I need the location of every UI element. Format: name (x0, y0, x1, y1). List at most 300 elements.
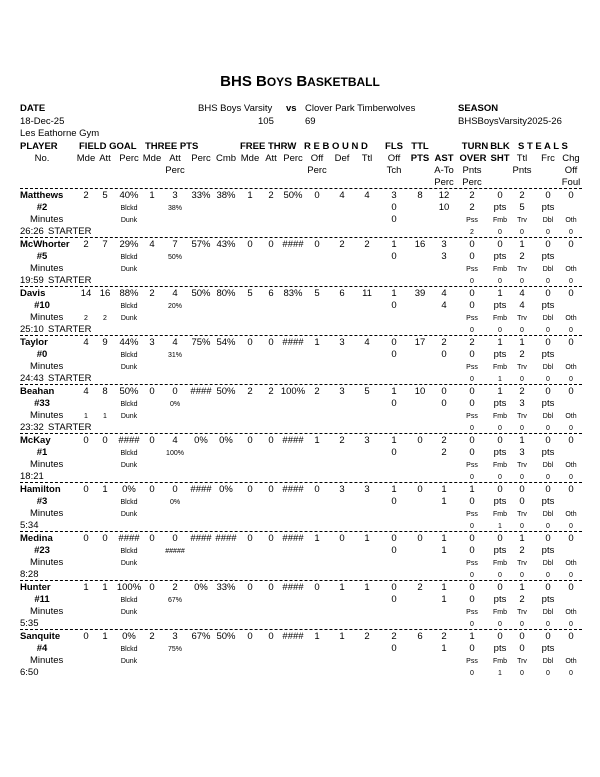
turnovers: 0 (469, 288, 475, 299)
dunk-att: 2 (103, 315, 107, 322)
player-name: Taylor (20, 337, 48, 348)
touch-header: Tch (386, 165, 402, 176)
fouls: 3 (391, 190, 397, 201)
ft-att: 2 (268, 386, 274, 397)
double-count: 0 (546, 425, 550, 432)
fumble-count: 1 (498, 670, 502, 677)
3p-att: 0 (172, 533, 178, 544)
blocked-perc: 0% (169, 499, 181, 506)
pass-label: Pss (466, 217, 478, 224)
away-team: Clover Park Timberwolves (305, 103, 416, 114)
ft-made: 0 (247, 484, 253, 495)
starter-label: STARTER (48, 373, 92, 384)
turnover-points: 0 (469, 545, 475, 556)
off-reb: 1 (314, 533, 320, 544)
ato-ratio: 10 (438, 202, 450, 213)
jersey-number: #1 (36, 447, 48, 458)
turnovers: 0 (469, 533, 475, 544)
pass-count: 0 (470, 572, 474, 579)
total-reb: 5 (364, 386, 370, 397)
player-name: Hunter (20, 582, 51, 593)
def-reb: 3 (339, 386, 345, 397)
steals: 0 (519, 631, 525, 642)
starter-label: STARTER (48, 275, 92, 286)
ato-ratio: 1 (441, 643, 447, 654)
3p-made: 0 (149, 582, 155, 593)
fg-att: 8 (102, 386, 108, 397)
double-count: 0 (546, 474, 550, 481)
pass-count: 2 (470, 229, 474, 236)
dunk-label: Dunk (120, 560, 138, 567)
player-name: Davis (20, 288, 46, 299)
season-label: SEASON (458, 103, 499, 114)
double-label: Dbl (542, 266, 554, 273)
row-divider (20, 580, 582, 581)
pass-label: Pss (466, 462, 478, 469)
points: 10 (414, 386, 426, 397)
steals: 2 (519, 386, 525, 397)
off-reb: 1 (314, 631, 320, 642)
ft-made: 0 (247, 435, 253, 446)
off-reb: 5 (314, 288, 320, 299)
steal-pts-label: pts (541, 349, 555, 360)
3p-perc: 0% (194, 435, 208, 446)
ato-ratio: 1 (441, 496, 447, 507)
double-count: 0 (546, 621, 550, 628)
starter-label: STARTER (48, 324, 92, 335)
fumble-count: 0 (498, 474, 502, 481)
minutes-label: Minutes (30, 312, 64, 323)
forced: 0 (545, 288, 551, 299)
minutes-played: 8:28 (20, 569, 39, 580)
charges: 0 (568, 582, 574, 593)
assists: 4 (441, 288, 447, 299)
player-name: McKay (20, 435, 51, 446)
3p-perc: 0% (194, 582, 208, 593)
travel-count: 0 (520, 327, 524, 334)
points: 16 (414, 239, 426, 250)
player-name: Matthews (20, 190, 64, 201)
fg-att: 0 (102, 435, 108, 446)
3p-att: 0 (172, 386, 178, 397)
touches: 0 (391, 202, 397, 213)
3p-made: 4 (149, 239, 155, 250)
jersey-number: #5 (36, 251, 48, 262)
steal-pts-label: pts (541, 300, 555, 311)
player-name: Beahan (20, 386, 55, 397)
ft-made: 1 (247, 190, 253, 201)
travel-label: Trv (517, 560, 527, 567)
3p-perc: #### (190, 484, 212, 495)
fg-perc: 100% (116, 582, 142, 593)
def-reb: 6 (339, 288, 345, 299)
total-reb: 4 (364, 190, 370, 201)
vs-label: vs (286, 103, 297, 114)
fg-made-header: Mde (76, 153, 96, 164)
minutes-label: Minutes (30, 459, 64, 470)
blocked-label: Blckd (120, 401, 138, 408)
turnovers: 2 (469, 190, 475, 201)
player-name: McWhorter (20, 239, 70, 250)
travel-label: Trv (517, 217, 527, 224)
dunk-made: 1 (84, 413, 88, 420)
steals: 1 (519, 239, 525, 250)
ft-perc: 83% (283, 288, 303, 299)
points-header: PTS (410, 153, 430, 164)
travel-label: Trv (517, 462, 527, 469)
fumble-count: 0 (498, 327, 502, 334)
points: 2 (417, 582, 423, 593)
starter-label: STARTER (48, 422, 92, 433)
ft-att: 0 (268, 435, 274, 446)
fg-att: 1 (102, 484, 108, 495)
combined-perc: 43% (216, 239, 236, 250)
blocked-label: Blckd (120, 205, 138, 212)
turnover-pts-label: pts (493, 594, 507, 605)
row-divider (20, 482, 582, 483)
ft-att: 0 (268, 337, 274, 348)
ft-perc: #### (282, 435, 304, 446)
minutes-played: 5:35 (20, 618, 39, 629)
fouls: 1 (391, 239, 397, 250)
assists: 12 (438, 190, 450, 201)
off-reb: 0 (314, 239, 320, 250)
3p-att: 3 (172, 190, 178, 201)
fumble-label: Fmb (493, 413, 507, 420)
travel-count: 0 (520, 523, 524, 530)
dunk-label: Dunk (120, 315, 138, 322)
double-count: 0 (546, 523, 550, 530)
fg-perc: 0% (122, 484, 136, 495)
combined-perc: 80% (216, 288, 236, 299)
travel-label: Trv (517, 413, 527, 420)
ato-ratio: 3 (441, 251, 447, 262)
touches: 0 (391, 398, 397, 409)
fg-made: 2 (83, 190, 89, 201)
steal-points: 0 (519, 643, 525, 654)
blocked-label: Blckd (120, 646, 138, 653)
travel-label: Trv (517, 315, 527, 322)
assists: 2 (441, 435, 447, 446)
double-label: Dbl (542, 315, 554, 322)
ft-att-header: Att (265, 153, 277, 164)
fumble-label: Fmb (493, 315, 507, 322)
pass-count: 0 (470, 278, 474, 285)
blocked-perc: 20% (167, 303, 183, 310)
blocked-label: Blckd (120, 548, 138, 555)
total-reb: 1 (364, 533, 370, 544)
fumble-label: Fmb (493, 560, 507, 567)
double-count: 0 (546, 229, 550, 236)
points: 8 (417, 190, 423, 201)
off-reb: 1 (314, 435, 320, 446)
def-reb: 1 (339, 631, 345, 642)
header-divider (20, 188, 582, 189)
steal-pts-label: pts (541, 398, 555, 409)
points: 0 (417, 484, 423, 495)
over-header: OVER (459, 153, 487, 164)
steals-total-header: Ttl (516, 153, 528, 164)
double-count: 0 (546, 572, 550, 579)
steals: 0 (519, 484, 525, 495)
total-header: TTL (411, 141, 429, 152)
3p-att: 7 (172, 239, 178, 250)
turnover-pts-label: pts (493, 545, 507, 556)
off-reb: 0 (314, 484, 320, 495)
row-divider (20, 237, 582, 238)
ft-perc: #### (282, 484, 304, 495)
turnover-pts-label: pts (493, 202, 507, 213)
turnovers: 2 (469, 337, 475, 348)
home-score: 105 (258, 116, 274, 127)
double-count: 0 (546, 327, 550, 334)
row-divider (20, 531, 582, 532)
touches: 0 (391, 300, 397, 311)
fumble-label: Fmb (493, 364, 507, 371)
combined-perc: 54% (216, 337, 236, 348)
number-header: No. (34, 153, 50, 164)
fg-made: 0 (83, 435, 89, 446)
forced: 0 (545, 239, 551, 250)
travel-count: 0 (520, 278, 524, 285)
away-score: 69 (305, 116, 316, 127)
minutes-label: Minutes (30, 263, 64, 274)
blocked-label: Blckd (120, 499, 138, 506)
blocked-label: Blckd (120, 352, 138, 359)
touches: 0 (391, 643, 397, 654)
minutes-label: Minutes (30, 655, 64, 666)
forced: 0 (545, 190, 551, 201)
assists: 1 (441, 582, 447, 593)
other-label: Oth (565, 658, 577, 665)
home-team: BHS Boys Varsity (198, 103, 273, 114)
dunk-made: 2 (84, 315, 88, 322)
forced: 0 (545, 435, 551, 446)
minutes-label: Minutes (30, 410, 64, 421)
steals-header: S T E A L S (518, 141, 568, 152)
turnover-pts-label: pts (493, 398, 507, 409)
minutes-label: Minutes (30, 361, 64, 372)
date-label: DATE (20, 103, 46, 114)
turnover-pnts-header: Pnts (462, 165, 482, 176)
travel-count: 0 (520, 425, 524, 432)
fouls-header: FLS (385, 141, 403, 152)
steal-pts-label: pts (541, 545, 555, 556)
dunk-label: Dunk (120, 266, 138, 273)
season-name: BHSBoysVarsity2025-26 (458, 116, 562, 127)
fg-made: 0 (83, 484, 89, 495)
travel-label: Trv (517, 511, 527, 518)
turnover-points: 0 (469, 251, 475, 262)
blocks: 1 (497, 386, 503, 397)
ft-att: 0 (268, 631, 274, 642)
fg-att-header: Att (99, 153, 111, 164)
fumble-count: 1 (498, 376, 502, 383)
fouls: 2 (391, 631, 397, 642)
pass-label: Pss (466, 511, 478, 518)
ft-perc-header: Perc (283, 153, 303, 164)
fg-made: 4 (83, 337, 89, 348)
fouls: 1 (391, 386, 397, 397)
turnover-points: 0 (469, 496, 475, 507)
assists-header: AST (434, 153, 454, 164)
jersey-number: #11 (34, 594, 50, 605)
steal-points: 2 (519, 545, 525, 556)
3p-perc: #### (190, 533, 212, 544)
travel-label: Trv (517, 658, 527, 665)
steal-points: 4 (519, 300, 525, 311)
3p-made: 2 (149, 631, 155, 642)
fg-att: 0 (102, 533, 108, 544)
ft-att: 0 (268, 239, 274, 250)
jersey-number: #0 (36, 349, 48, 360)
game-date: 18-Dec-25 (20, 116, 65, 127)
fumble-label: Fmb (493, 511, 507, 518)
player-name: Medina (20, 533, 53, 544)
row-divider (20, 384, 582, 385)
minutes-played: 19:59 (20, 275, 44, 286)
jersey-number: #4 (36, 643, 48, 654)
pass-label: Pss (466, 560, 478, 567)
3p-made: 0 (149, 533, 155, 544)
touches: 0 (391, 349, 397, 360)
fumble-count: 0 (498, 572, 502, 579)
ft-att: 0 (268, 484, 274, 495)
steal-points: 2 (519, 251, 525, 262)
turnover-points: 0 (469, 643, 475, 654)
def-reb: 0 (339, 533, 345, 544)
3p-perc2-header: Perc (165, 165, 185, 176)
double-label: Dbl (542, 658, 554, 665)
pass-count: 0 (470, 621, 474, 628)
ato-perc-header: Perc (434, 177, 454, 188)
fumble-count: 0 (498, 621, 502, 628)
fumble-count: 0 (498, 425, 502, 432)
foul-header: Foul (561, 177, 581, 188)
fumble-label: Fmb (493, 266, 507, 273)
combined-perc: 50% (216, 386, 236, 397)
other-count: 0 (569, 621, 573, 628)
field-goal-header: FIELD GOAL (79, 141, 137, 152)
blocks: 0 (497, 435, 503, 446)
3p-made: 3 (149, 337, 155, 348)
3p-att: 4 (172, 337, 178, 348)
charge-header: Chg (562, 153, 580, 164)
touches: 0 (391, 251, 397, 262)
steal-pts-label: pts (541, 251, 555, 262)
3p-perc: #### (190, 386, 212, 397)
3p-perc: 50% (191, 288, 211, 299)
off-reb: 1 (314, 337, 320, 348)
fg-perc: 44% (119, 337, 139, 348)
points: 0 (417, 435, 423, 446)
pass-label: Pss (466, 609, 478, 616)
3p-att: 0 (172, 484, 178, 495)
def-reb: 3 (339, 484, 345, 495)
pass-label: Pss (466, 266, 478, 273)
points: 17 (414, 337, 426, 348)
forced: 0 (545, 484, 551, 495)
double-label: Dbl (542, 413, 554, 420)
charges: 0 (568, 533, 574, 544)
charges: 0 (568, 288, 574, 299)
ft-made: 5 (247, 288, 253, 299)
dunk-att: 1 (103, 413, 107, 420)
forced: 0 (545, 386, 551, 397)
pass-label: Pss (466, 364, 478, 371)
double-label: Dbl (542, 217, 554, 224)
assists: 0 (441, 386, 447, 397)
other-label: Oth (565, 217, 577, 224)
assists: 3 (441, 239, 447, 250)
other-count: 0 (569, 523, 573, 530)
3p-made: 0 (149, 435, 155, 446)
other-count: 0 (569, 572, 573, 579)
travel-label: Trv (517, 609, 527, 616)
ft-perc: #### (282, 533, 304, 544)
steals: 1 (519, 582, 525, 593)
off-reb: 2 (314, 386, 320, 397)
steal-points: 2 (519, 349, 525, 360)
total-reb: 4 (364, 337, 370, 348)
pass-count: 0 (470, 523, 474, 530)
combined-perc: 50% (216, 631, 236, 642)
three-pts-header: THREE PTS (145, 141, 199, 152)
fg-att: 1 (102, 582, 108, 593)
jersey-number: #33 (34, 398, 50, 409)
pass-count: 0 (470, 670, 474, 677)
fumble-label: Fmb (493, 217, 507, 224)
ato-ratio: 4 (441, 300, 447, 311)
3p-made: 0 (149, 484, 155, 495)
blocks: 0 (497, 239, 503, 250)
turnover-pts-label: pts (493, 251, 507, 262)
double-count: 0 (546, 670, 550, 677)
fg-perc: 29% (119, 239, 139, 250)
travel-count: 0 (520, 474, 524, 481)
blocks: 0 (497, 533, 503, 544)
def-reb: 3 (339, 337, 345, 348)
fumble-count: 0 (498, 229, 502, 236)
blocks: 0 (497, 484, 503, 495)
ft-made: 0 (247, 239, 253, 250)
3p-att-header: Att (169, 153, 181, 164)
fg-made: 1 (83, 582, 89, 593)
fumble-count: 1 (498, 523, 502, 530)
3p-made: 2 (149, 288, 155, 299)
block-header: BLK (490, 141, 510, 152)
turnovers: 0 (469, 582, 475, 593)
jersey-number: #3 (36, 496, 48, 507)
ft-perc: #### (282, 582, 304, 593)
minutes-touch: 0 (391, 214, 397, 225)
blocks: 0 (497, 631, 503, 642)
charges: 0 (568, 337, 574, 348)
turnover-points: 0 (469, 398, 475, 409)
fg-made: 0 (83, 631, 89, 642)
fg-perc: #### (118, 533, 140, 544)
fg-att: 16 (99, 288, 111, 299)
travel-count: 0 (520, 376, 524, 383)
pass-label: Pss (466, 413, 478, 420)
off-reb-header: Off (310, 153, 324, 164)
3p-att: 2 (172, 582, 178, 593)
def-reb: 4 (339, 190, 345, 201)
steals: 2 (519, 190, 525, 201)
travel-count: 0 (520, 621, 524, 628)
assists: 2 (441, 337, 447, 348)
turnover-perc-header: Perc (462, 177, 482, 188)
